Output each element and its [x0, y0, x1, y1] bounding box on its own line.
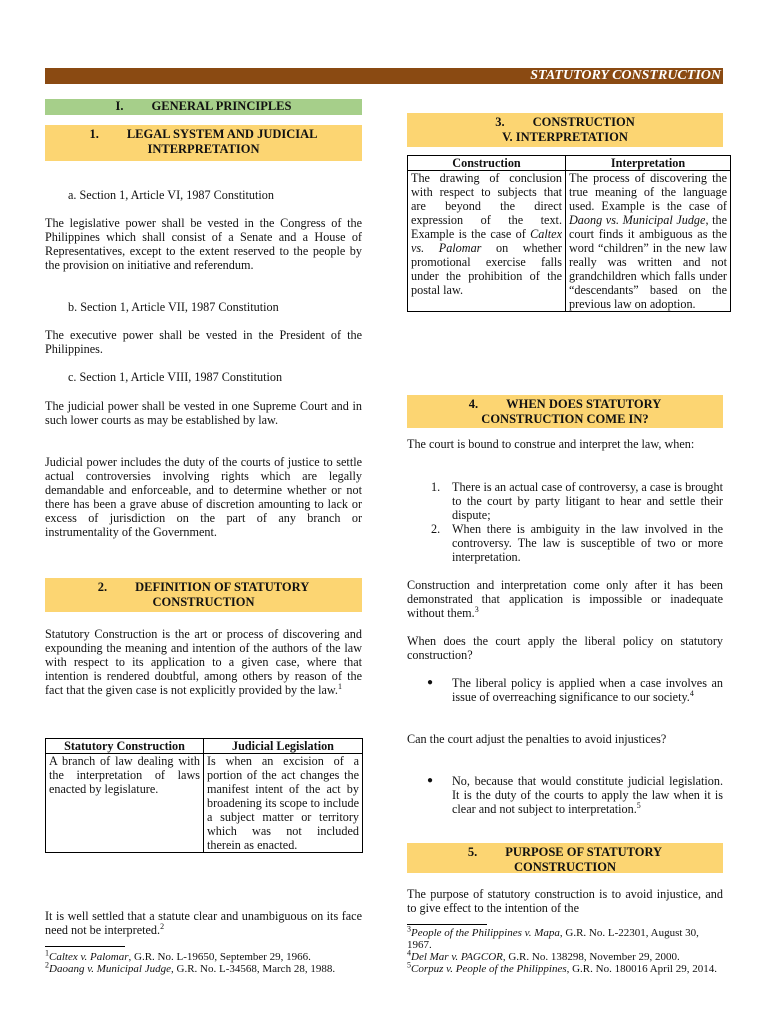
table-header: Judicial Legislation	[204, 739, 363, 754]
section-heading-legal-system: 1. LEGAL SYSTEM AND JUDICIAL INTERPRETATION	[45, 125, 362, 161]
footnote-ref-2: 2	[160, 921, 165, 931]
footnote-ref-4: 4	[689, 688, 694, 698]
footnote-divider	[407, 924, 487, 925]
table-cell: Is when an excision of a portion of the act changes the manifest intent of the act by broadening its scope to include a subject matter or territory which was not included therein as enacted.	[204, 754, 363, 853]
footnotes-left	[45, 948, 362, 975]
definition-paragraph: Statutory Construction is the art or process of discovering and expounding the meaning and intention of the authors of the law with respect to its application to a given case, where that intention is rendered doubtful, among others by reason of the fact that the given case is not explicitly provided by the law.$^1$	[45, 627, 362, 697]
footnote-divider	[45, 946, 125, 947]
comparison-table-construction-interpretation	[407, 155, 731, 312]
item-c-heading: c. Section 1, Article VIII, 1987 Constitution	[68, 370, 283, 384]
item-a-heading: a. Section 1, Article VI, 1987 Constitution	[68, 188, 274, 202]
table-header: Statutory Construction	[46, 739, 204, 754]
document-title: STATUTORY CONSTRUCTION	[530, 68, 721, 83]
section-4-list	[407, 480, 723, 564]
item-a-text: The legislative power shall be vested in the Congress of the Philippines which shall consist of a Senate and a House of Representatives, except to the extent reserved to the people by the provision on initiative and referendum.	[45, 216, 362, 272]
section-5-text: The purpose of statutory construction is to avoid injustice, and to give effect to the intention of the	[407, 887, 723, 915]
section-4-question-2: Can the court adjust the penalties to avoid injustices?	[407, 732, 667, 746]
section-4-paragraph-2: Construction and interpretation come only after it has been demonstrated that application is impossible or inadequate without them.$^3$	[407, 578, 723, 620]
bullet-icon: ●	[427, 677, 434, 688]
section-4-intro: The court is bound to construe and interpret the law, when:	[407, 437, 695, 451]
footnote-ref-3: 3	[474, 604, 479, 614]
footnote-4: $^4$Del Mar v. PAGCOR, G.R. No. 138298, November 29, 2000.	[407, 948, 680, 963]
section-heading-purpose: 5. PURPOSE OF STATUTORY CONSTRUCTION	[407, 843, 723, 873]
footnote-ref-1: 1	[337, 681, 342, 691]
footnotes-right	[407, 924, 723, 975]
bullet-icon: ●	[427, 775, 434, 786]
document-header-bar	[45, 68, 723, 84]
list-item: 1. There is an actual case of controversy, a case is brought to the court by party litigant to hear and settle their dispute;	[431, 480, 723, 522]
footnote-2: $^2$Daoang v. Municipal Judge, G.R. No. L-34568, March 28, 1988.	[45, 960, 336, 975]
list-item: 2. When there is ambiguity in the law involved in the controversy. The law is susceptible of two or more interpretation.	[431, 522, 723, 564]
table-cell: A branch of law dealing with the interpretation of laws enacted by legislature.	[46, 754, 204, 853]
footnote-5: $^5$Corpuz v. People of the Philippines, G.R. No. 180016 April 29, 2014.	[407, 960, 717, 975]
footnote-1: $^1$Caltex v. Palomar, G.R. No. L-19650, September 29, 1966.	[45, 948, 311, 963]
section-4-answer-2	[407, 774, 723, 816]
section-heading-general-principles: I. GENERAL PRINCIPLES	[45, 99, 362, 115]
item-c-text-2: Judicial power includes the duty of the courts of justice to settle actual controversies involving rights which are legally demandable and enforceable, and to determine whether or not there has been a grave abuse of discretion amounting to lack or excess of jurisdiction on the part of any branch or instrumentality of the Government.	[45, 455, 362, 539]
closing-paragraph-left: It is well settled that a statute clear and unambiguous on its face need not be interpreted.$^2$	[45, 909, 362, 937]
table-cell: The process of discovering the true meaning of the language used. Example is the case of Daong vs. Municipal Judge, the court finds it ambiguous as the word “children” in the new law really was written and not grandchildren which falls under “descendants” based on the previous law on adoption.	[566, 171, 731, 312]
item-b-heading: b. Section 1, Article VII, 1987 Constitution	[68, 300, 279, 314]
table-header: Interpretation	[566, 156, 731, 171]
item-c-text: The judicial power shall be vested in one Supreme Court and in such lower courts as may be established by law.	[45, 399, 362, 427]
section-heading-construction-v-interpretation: 3. CONSTRUCTION V. INTERPRETATION	[407, 113, 723, 147]
table-cell: The drawing of conclusion with respect to subjects that are beyond the direct expression of the text. Example is the case of Caltex vs. Palomar on whether promotional exercise falls under the prohibition of the postal law.	[408, 171, 566, 312]
list-item: ● The liberal policy is applied when a case involves an issue of overreaching significance to our society.$^4$	[427, 676, 723, 704]
item-b-text: The executive power shall be vested in the President of the Philippines.	[45, 328, 362, 356]
table-header: Construction	[408, 156, 566, 171]
section-heading-definition: 2. DEFINITION OF STATUTORY CONSTRUCTION	[45, 578, 362, 612]
section-4-answer-1	[407, 676, 723, 704]
footnote-3: $^3$People of the Philippines v. Mapa, G.R. No. L-22301, August 30, 1967.	[407, 924, 699, 951]
list-item: ● No, because that would constitute judicial legislation. It is the duty of the courts to apply the law when it is clear and not subject to interpretation.$^5$	[427, 774, 723, 816]
section-4-question-1: When does the court apply the liberal policy on statutory construction?	[407, 634, 723, 662]
section-heading-when-construction: 4. WHEN DOES STATUTORY CONSTRUCTION COME IN?	[407, 395, 723, 428]
comparison-table-statutory-judicial	[45, 738, 363, 853]
footnote-ref-5: 5	[636, 800, 641, 810]
